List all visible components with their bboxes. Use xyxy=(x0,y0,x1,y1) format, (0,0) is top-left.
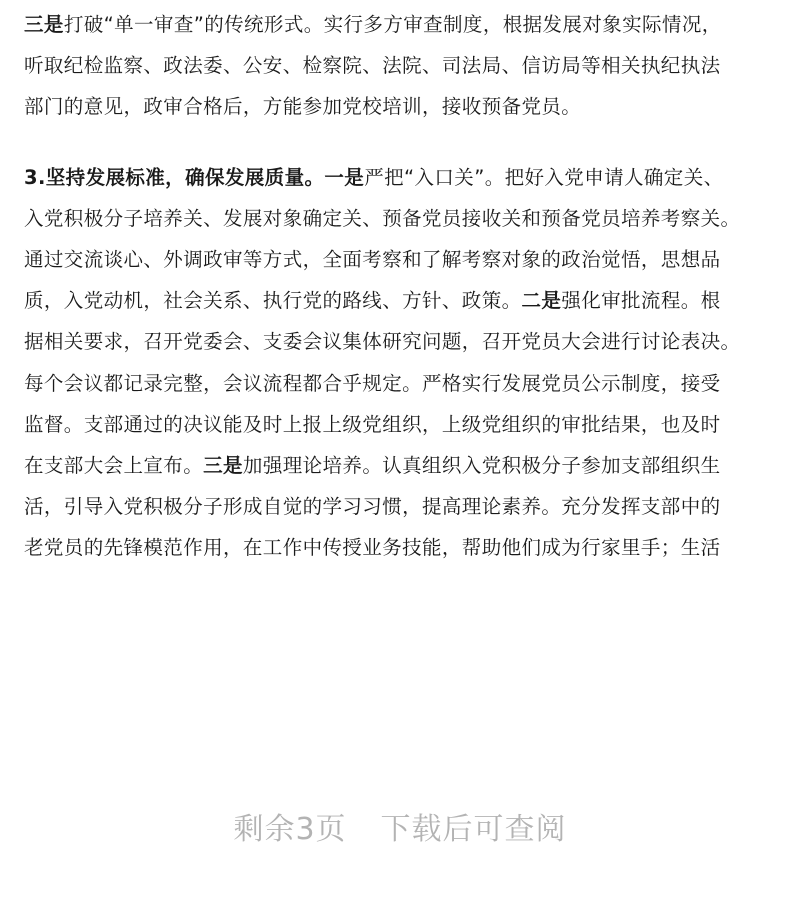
paragraph-line xyxy=(24,404,784,445)
body-text: 据相关要求，召开党委会、支委会议集体研究问题，召开党员大会进行讨论表决。 xyxy=(24,330,741,354)
body-text: 听取纪检监察、政法委、公安、检察院、法院、司法局、信访局等相关执纪执法 xyxy=(24,54,721,78)
paragraph-line xyxy=(24,157,784,198)
document-body xyxy=(24,0,784,569)
remaining-pages-label: 剩余3页 xyxy=(233,812,347,847)
body-text: 监督。支部通过的决议能及时上报上级党组织，上级党组织的审批结果，也及时 xyxy=(24,412,721,436)
bold-lead-text: 三是 xyxy=(24,13,64,36)
download-hint-label: 下载后可查阅 xyxy=(380,812,567,847)
paragraph-line xyxy=(24,198,784,239)
body-text: 老党员的先锋模范作用，在工作中传授业务技能，帮助他们成为行家里手；生活 xyxy=(24,536,721,560)
paragraph-line xyxy=(24,86,784,127)
body-text: 强化审批流程。根 xyxy=(561,289,721,313)
body-text: 每个会议都记录完整，会议流程都合乎规定。严格实行发展党员公示制度，接受 xyxy=(24,371,721,395)
body-text: 打破“单一审查”的传统形式。实行多方审查制度，根据发展对象实际情况， xyxy=(63,13,722,36)
paragraph-line xyxy=(24,321,784,362)
paragraph-2 xyxy=(24,157,784,569)
body-text: 活，引导入党积极分子形成自觉的学习习惯，提高理论素养。充分发挥支部中的 xyxy=(24,495,721,519)
body-text: 严把“入口关”。把好入党申请人确定关、 xyxy=(364,165,724,189)
body-text: 通过交流谈心、外调政审等方式，全面考察和了解考察对象的政治觉悟，思想品 xyxy=(24,248,721,272)
bold-lead-text: 三是 xyxy=(203,454,243,478)
paragraph-line xyxy=(24,445,784,486)
paragraph-line xyxy=(24,239,784,280)
paragraph-line xyxy=(24,45,784,86)
section-heading-text: 3.坚持发展标准，确保发展质量。一是 xyxy=(24,165,365,189)
download-prompt[interactable] xyxy=(0,804,800,848)
body-text: 部门的意见，政审合格后，方能参加党校培训，接收预备党员。 xyxy=(24,95,582,119)
paragraph-line xyxy=(24,363,784,404)
body-text: 质，入党动机，社会关系、执行党的路线、方针、政策。 xyxy=(24,289,522,313)
paragraph-1 xyxy=(24,0,784,128)
body-text: 加强理论培养。认真组织入党积极分子参加支部组织生 xyxy=(242,454,721,478)
body-text: 在支部大会上宣布。 xyxy=(24,454,204,478)
paragraph-line xyxy=(24,527,784,568)
paragraph-line xyxy=(24,280,784,321)
paragraph-line xyxy=(24,4,784,45)
paragraph-line xyxy=(24,486,784,527)
body-text: 入党积极分子培养关、发展对象确定关、预备党员接收关和预备党员培养考察关。 xyxy=(24,206,741,230)
bold-lead-text: 二是 xyxy=(521,289,562,313)
